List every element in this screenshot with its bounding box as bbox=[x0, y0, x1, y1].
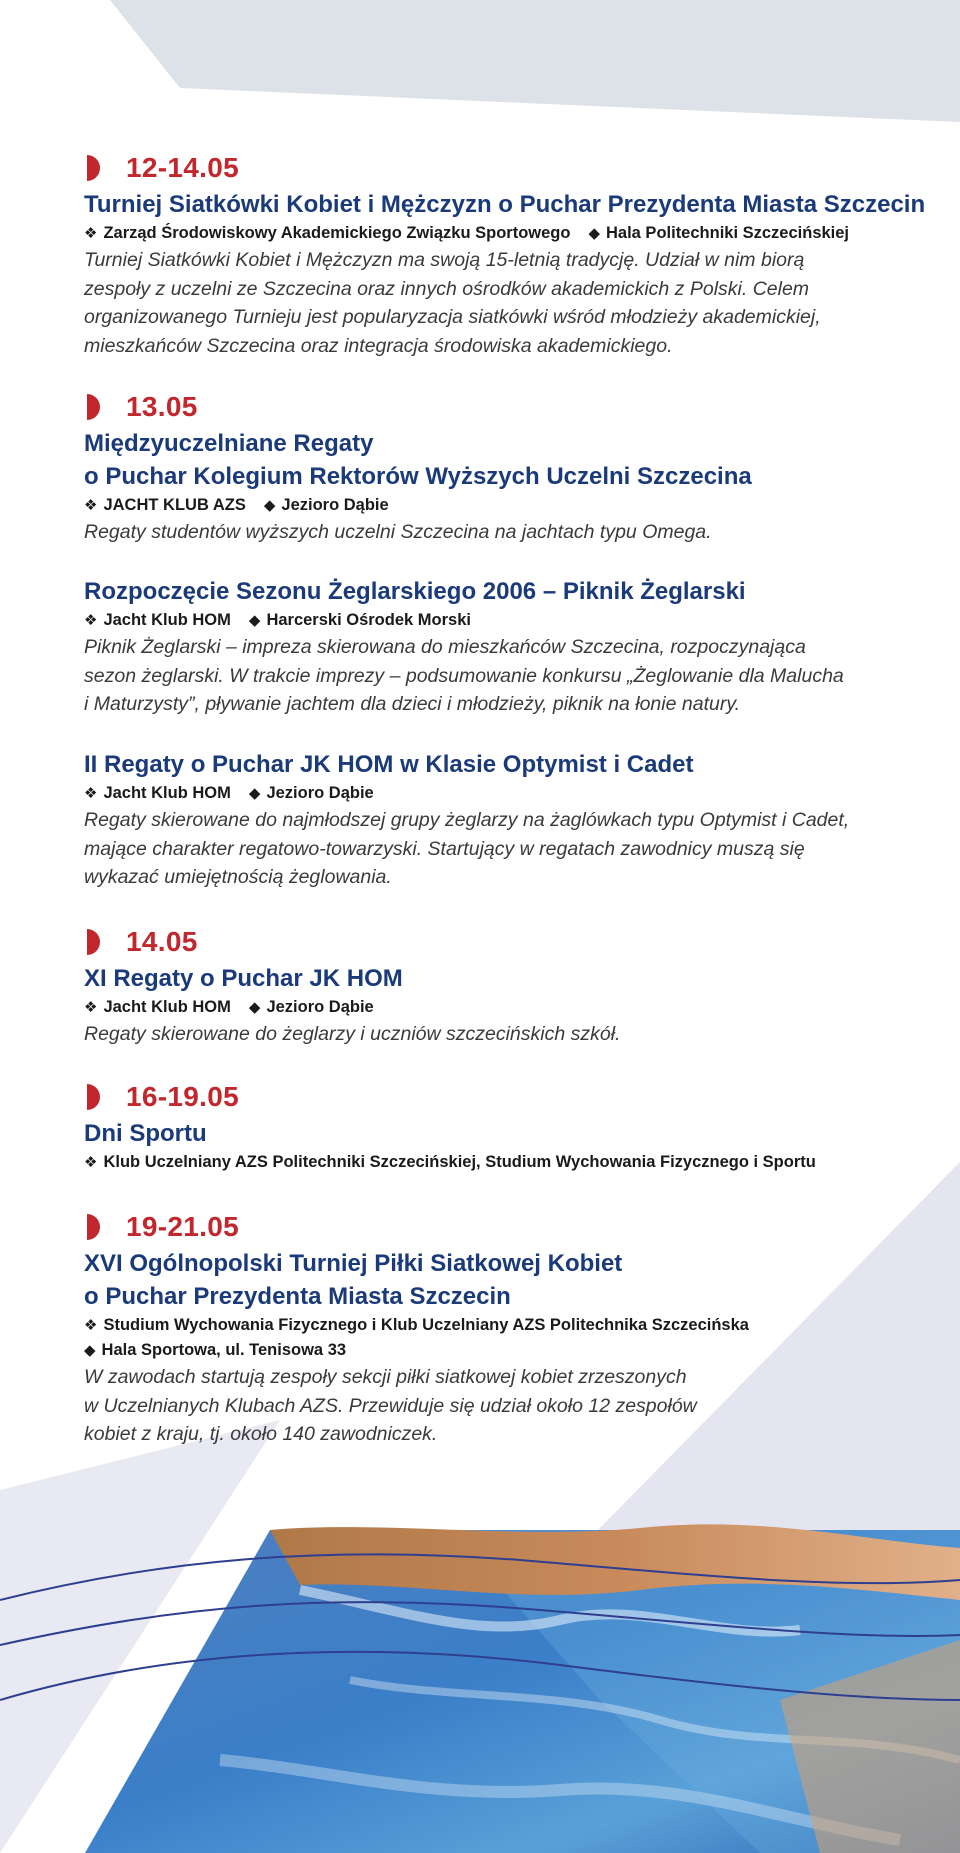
event-title-line: o Puchar Kolegium Rektorów Wyższych Uczelni Szczecina bbox=[84, 463, 752, 490]
event-organizer: Zarząd Środowiskowy Akademickiego Związku Sportowego bbox=[103, 224, 571, 242]
event-title bbox=[84, 1247, 944, 1313]
diamond-icon: ◆ bbox=[84, 1342, 96, 1359]
event-description bbox=[84, 1363, 944, 1449]
four-diamond-icon: ❖ bbox=[84, 612, 98, 629]
event-meta bbox=[84, 221, 944, 246]
event-meta bbox=[84, 493, 944, 518]
event-organizer: Jacht Klub HOM bbox=[103, 611, 231, 629]
red-half-circle-icon bbox=[84, 929, 104, 955]
event-description bbox=[84, 806, 944, 892]
event-description-line: Regaty skierowane do najmłodszej grupy żeglarzy na żaglówkach typu Optymist i Cadet, bbox=[84, 809, 850, 831]
diamond-icon: ◆ bbox=[588, 225, 600, 242]
event-description-line: mające charakter regatowo-towarzyski. Startujący w regatach zawodnicy muszą się bbox=[84, 837, 805, 860]
event-date: 19-21.05 bbox=[126, 1211, 239, 1242]
event-meta bbox=[84, 995, 944, 1020]
red-half-circle-icon bbox=[84, 1084, 104, 1110]
event-title bbox=[84, 748, 944, 781]
event-venue: Jezioro Dąbie bbox=[281, 496, 389, 514]
event-description-line: mieszkańców Szczecina oraz integracja środowiska akademickiego. bbox=[84, 334, 673, 357]
event-description bbox=[84, 633, 944, 719]
event-description-line: sezon żeglarski. W trakcie imprezy – podsumowanie konkursu „Żeglowanie dla Malucha bbox=[84, 664, 844, 687]
event-meta bbox=[84, 1313, 944, 1363]
event-title bbox=[84, 1117, 944, 1150]
event-venue: Hala Politechniki Szczecińskiej bbox=[606, 224, 850, 242]
event-date-row bbox=[84, 1077, 944, 1117]
event-meta bbox=[84, 781, 944, 806]
event-meta bbox=[84, 1150, 944, 1175]
event-description bbox=[84, 518, 944, 547]
event-description-line: kobiet z kraju, tj. około 140 zawodniczek. bbox=[84, 1423, 438, 1445]
event-date-row bbox=[84, 1207, 944, 1247]
event-sports-days bbox=[84, 1077, 944, 1175]
event-title-line: Rozpoczęcie Sezonu Żeglarskiego 2006 – Piknik Żeglarski bbox=[84, 578, 746, 605]
event-title bbox=[84, 575, 944, 608]
swimmer-photo bbox=[85, 1524, 960, 1853]
event-description-line: i Maturzysty”, pływanie jachtem dla dzieci i młodzieży, piknik na łonie natury. bbox=[84, 693, 741, 715]
event-title-line: Turniej Siatkówki Kobiet i Mężczyzn o Puchar Prezydenta Miasta Szczecin bbox=[84, 191, 926, 218]
diamond-icon: ◆ bbox=[263, 497, 276, 514]
event-description-line: wykazać umiejętnością żeglowania. bbox=[84, 866, 392, 888]
event-sailing-season-picnic bbox=[84, 575, 944, 719]
event-venue: Harcerski Ośrodek Morski bbox=[266, 611, 471, 629]
event-title bbox=[84, 962, 944, 995]
four-diamond-icon: ❖ bbox=[84, 497, 98, 514]
event-description-line: Regaty studentów wyższych uczelni Szczecina na jachtach typu Omega. bbox=[84, 521, 712, 543]
event-title-line: Międzyuczelniane Regaty bbox=[84, 430, 374, 457]
event-organizer: Klub Uczelniany AZS Politechniki Szczecińskiej, Studium Wychowania Fizycznego i Sportu bbox=[103, 1153, 816, 1171]
event-volleyball-tournament bbox=[84, 148, 944, 360]
event-date: 16-19.05 bbox=[126, 1081, 239, 1112]
four-diamond-icon: ❖ bbox=[84, 225, 98, 242]
diamond-icon: ◆ bbox=[248, 999, 261, 1016]
event-venue: Jezioro Dąbie bbox=[266, 998, 374, 1016]
event-title bbox=[84, 188, 944, 221]
event-organizer: JACHT KLUB AZS bbox=[103, 496, 246, 514]
event-title-line: II Regaty o Puchar JK HOM w Klasie Optymist i Cadet bbox=[84, 751, 694, 778]
event-description-line: Regaty skierowane do żeglarzy i uczniów szczecińskich szkół. bbox=[84, 1023, 621, 1045]
event-title-line: Dni Sportu bbox=[84, 1120, 207, 1147]
diamond-icon: ◆ bbox=[248, 612, 261, 629]
event-description-line: Turniej Siatkówki Kobiet i Mężczyzn ma swoją 15-letnią tradycję. Udział w nim biorą bbox=[84, 249, 805, 271]
event-title bbox=[84, 427, 944, 493]
event-description bbox=[84, 246, 944, 360]
event-description-line: W zawodach startują zespoły sekcji piłki siatkowej kobiet zrzeszonych bbox=[84, 1366, 687, 1388]
red-half-circle-icon bbox=[84, 1214, 104, 1240]
four-diamond-icon: ❖ bbox=[84, 1154, 98, 1171]
red-half-circle-icon bbox=[84, 394, 104, 420]
event-date: 12-14.05 bbox=[126, 152, 239, 183]
event-optimist-cadet-regatta bbox=[84, 748, 944, 892]
event-description-line: w Uczelnianych Klubach AZS. Przewiduje się udział około 12 zespołów bbox=[84, 1394, 697, 1417]
event-venue: Hala Sportowa, ul. Tenisowa 33 bbox=[101, 1341, 347, 1359]
four-diamond-icon: ❖ bbox=[84, 785, 98, 802]
event-description bbox=[84, 1020, 944, 1049]
event-xi-regatta-jk-hom bbox=[84, 922, 944, 1049]
event-title-line: XVI Ogólnopolski Turniej Piłki Siatkowej Kobiet bbox=[84, 1250, 623, 1277]
event-date-row bbox=[84, 148, 944, 188]
event-womens-volleyball bbox=[84, 1207, 944, 1449]
event-organizer: Studium Wychowania Fizycznego i Klub Uczelniany AZS Politechnika Szczecińska bbox=[103, 1316, 749, 1334]
top-grey-shape bbox=[110, 0, 960, 122]
event-date-row bbox=[84, 387, 944, 427]
event-regatta-rectors-cup bbox=[84, 387, 944, 547]
red-half-circle-icon bbox=[84, 155, 104, 181]
event-organizer: Jacht Klub HOM bbox=[103, 784, 231, 802]
event-date-row bbox=[84, 922, 944, 962]
event-description-line: organizowanego Turnieju jest popularyzacja siatkówki wśród młodzieży akademickiej, bbox=[84, 306, 821, 328]
event-description-line: zespoły z uczelni ze Szczecina oraz innych ośrodków akademickich z Polski. Celem bbox=[84, 277, 810, 300]
four-diamond-icon: ❖ bbox=[84, 999, 98, 1016]
event-description-line: Piknik Żeglarski – impreza skierowana do mieszkańców Szczecina, rozpoczynająca bbox=[84, 636, 806, 658]
event-title-line: XI Regaty o Puchar JK HOM bbox=[84, 965, 403, 992]
event-title-line: o Puchar Prezydenta Miasta Szczecin bbox=[84, 1283, 511, 1310]
diamond-icon: ◆ bbox=[248, 785, 261, 802]
event-meta bbox=[84, 608, 944, 633]
event-organizer: Jacht Klub HOM bbox=[103, 998, 231, 1016]
event-venue: Jezioro Dąbie bbox=[266, 784, 374, 802]
event-date: 14.05 bbox=[126, 926, 198, 957]
four-diamond-icon: ❖ bbox=[84, 1317, 98, 1334]
event-date: 13.05 bbox=[126, 391, 198, 422]
